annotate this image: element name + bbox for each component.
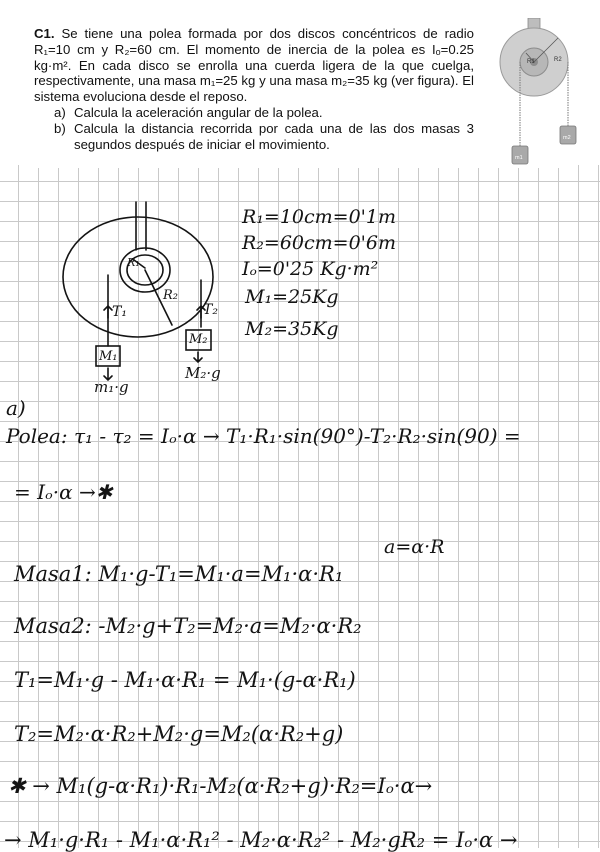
given-r1: R₁=10cm=0'1m xyxy=(242,206,397,228)
solution-mass-1: Masa1: M₁·g-T₁=M₁·a=M₁·α·R₁ xyxy=(14,562,344,586)
item-text: Calcula la aceleración angular de la polea. xyxy=(74,104,323,120)
solution-torque-eq: Polea: τ₁ - τ₂ = Iₒ·α → T₁·R₁·sin(90°)-T₂·R₂·sin(90) = xyxy=(6,424,521,448)
item-text: Calcula la distancia recorrida por cada una de las dos masas 3 segundos después de iniciar el movimiento. xyxy=(74,120,474,152)
problem-statement: Se tiene una polea formada por dos discos concéntricos de radio R₁=10 cm y R₂=60 cm. El momento de inercia de la polea es Iₒ=0.25 kg·m². En cada disco se enrolla una cuerda ligera de la que cuelga, respectivamente, una masa m₁=25 kg y una masa m₂=35 kg (ver figura). El sistema evoluciona desde el reposo. xyxy=(34,26,474,105)
solution-torque-eq-2: = Iₒ·α →✱ xyxy=(14,480,113,504)
figure-label-m1: m1 xyxy=(515,155,523,161)
sketch-label-r2: R₂ xyxy=(163,288,178,303)
problem-id: C1. xyxy=(34,26,55,41)
given-m2: M₂=35Kg xyxy=(245,318,339,340)
given-m1: M₁=25Kg xyxy=(245,286,339,308)
figure-label-r1: R1 xyxy=(527,59,535,65)
solution-t1: T₁=M₁·g - M₁·α·R₁ = M₁·(g-α·R₁) xyxy=(14,668,356,692)
solution-star: ✱ → M₁(g-α·R₁)·R₁-M₂(α·R₂+g)·R₂=Iₒ·α→ xyxy=(8,774,433,798)
sketch-outer-disk xyxy=(63,217,213,337)
solution-mass-2: Masa2: -M₂·g+T₂=M₂·a=M₂·α·R₂ xyxy=(14,614,362,638)
given-io: Iₒ=0'25 Kg·m² xyxy=(242,258,379,280)
solution-last: → M₁·g·R₁ - M₁·α·R₁² - M₂·α·R₂² - M₂·gR₂ = Iₒ·α → xyxy=(4,828,518,852)
solution-t2: T₂=M₂·α·R₂+M₂·g=M₂(α·R₂+g) xyxy=(14,722,344,746)
figure-label-r2: R2 xyxy=(554,57,562,63)
solution-a-relation: a=α·R xyxy=(384,536,445,558)
sketch-label-w1: m₁·g xyxy=(94,378,129,396)
sketch-tension-arrow-1 xyxy=(104,306,112,318)
sketch-weight-arrow-2 xyxy=(194,352,202,362)
sketch-label-r1: R₁ xyxy=(127,256,140,269)
sketch-label-m1: M₁ xyxy=(99,349,118,364)
sketch-label-t1: T₁ xyxy=(112,304,127,320)
given-r2: R₂=60cm=0'6m xyxy=(242,232,397,254)
sketch-label-w2: M₂·g xyxy=(185,364,221,382)
item-label: a) xyxy=(54,104,66,120)
sketch-label-t2: T₂ xyxy=(203,302,218,318)
figure-label-m2: m2 xyxy=(563,135,571,141)
sketch-label-m2: M₂ xyxy=(189,332,208,347)
item-label: b) xyxy=(54,120,66,136)
solution-part-a: a) xyxy=(6,396,26,420)
